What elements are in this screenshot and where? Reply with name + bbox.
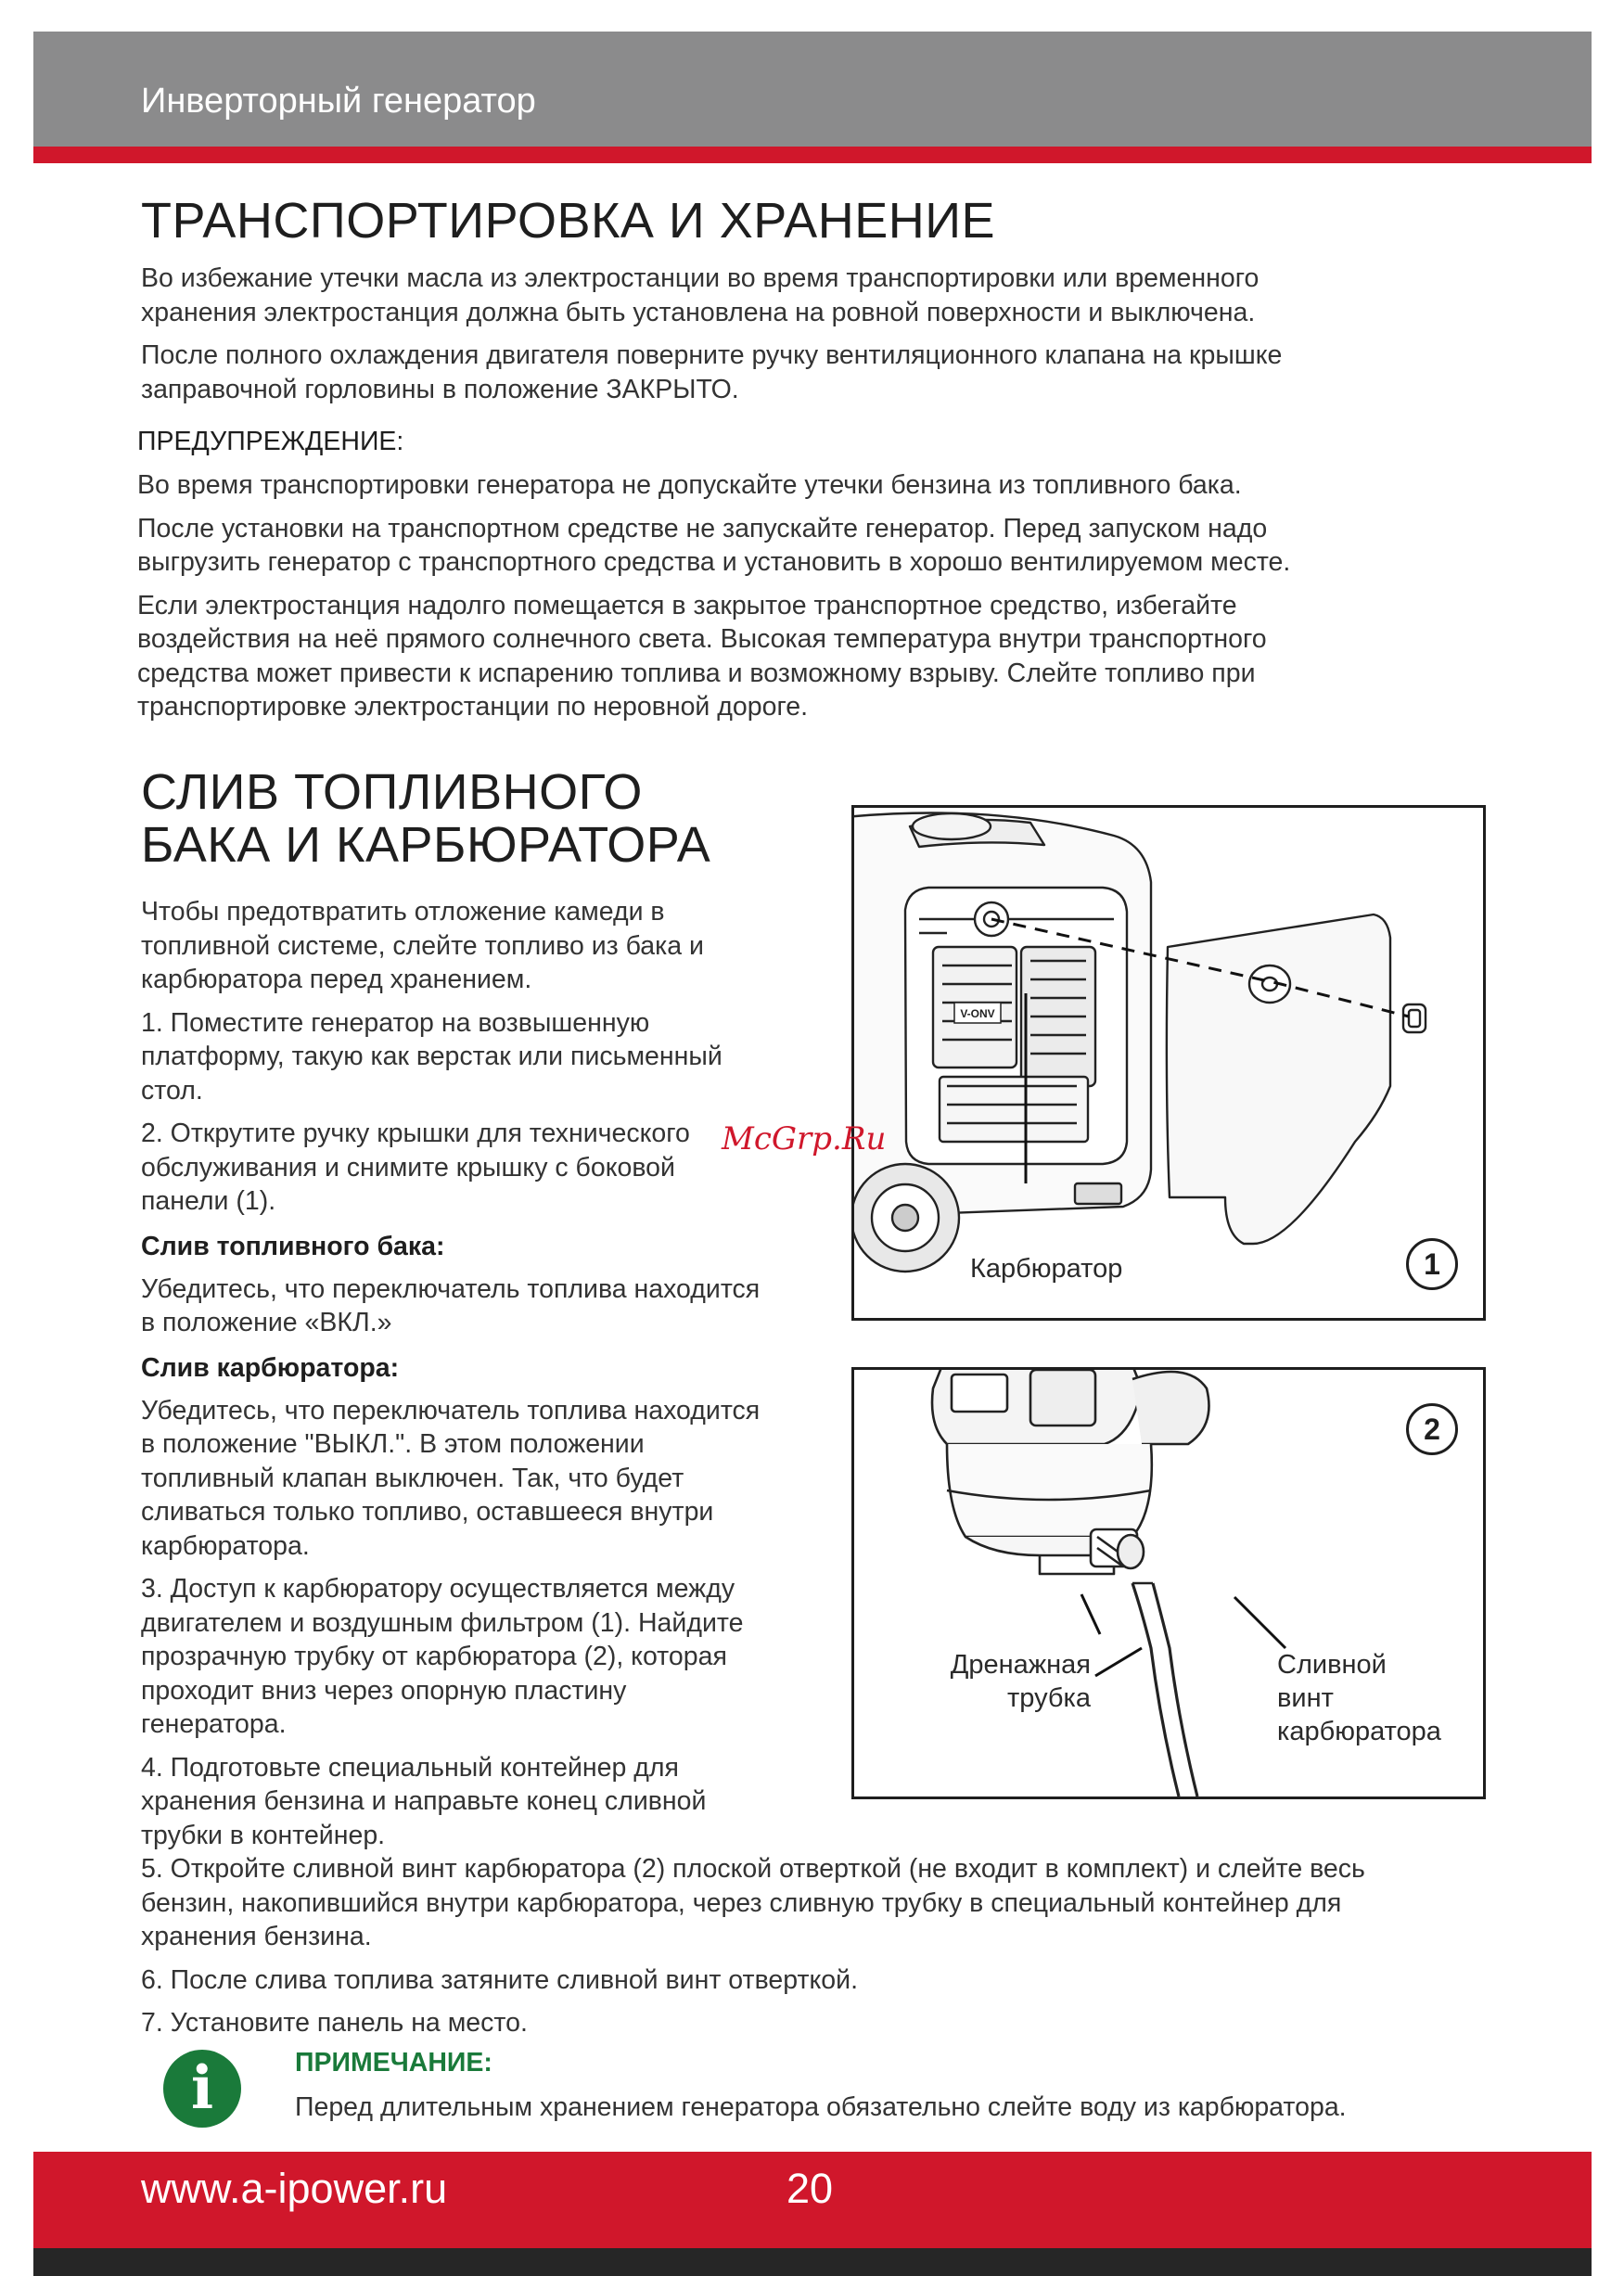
tank-drain-title: Слив топливного бака: (141, 1231, 445, 1261)
warning-line: воздействия на неё прямого солнечного света. Высокая температура внутри транспортного (137, 624, 1267, 654)
step-line: обслуживания и снимите крышку с боковой (141, 1152, 675, 1183)
section1-body (141, 262, 1486, 406)
step-line: 7. Установите панель на место. (141, 2008, 528, 2038)
section2-left-column (141, 895, 827, 1852)
step-line: 5. Откройте сливной винт карбюратора (2) плоской отверткой (не входит в комплект) и слейте весь (141, 1854, 1365, 1884)
engine-badge-text: V-ONV (960, 1007, 995, 1020)
info-icon-glyph: i (190, 2053, 214, 2123)
drain-screw-label-line: карбюратора (1277, 1717, 1441, 1746)
figure-2-number-badge: 2 (1406, 1403, 1458, 1455)
header-title: Инверторный генератор (141, 82, 536, 121)
generator-illustration (854, 808, 1483, 1318)
step-line: 4. Подготовьте специальный контейнер для (141, 1752, 679, 1783)
header-accent-stripe (33, 147, 1592, 163)
tank-line: Убедитесь, что переключатель топлива находится (141, 1273, 761, 1304)
step-line: трубки в контейнер. (141, 1820, 386, 1850)
tank-line: в положение «ВКЛ.» (141, 1308, 392, 1337)
figure-2-label-drain-tube (933, 1648, 1091, 1715)
paragraph-line: заправочной горловины в положение ЗАКРЫТО. (141, 374, 739, 404)
step-line: прозрачную трубку от карбюратора (2), которая (141, 1642, 727, 1671)
figure-2-label-drain-screw (1277, 1648, 1441, 1748)
step-line: стол. (141, 1075, 203, 1106)
drain-tube-label-line: Дренажная (950, 1650, 1091, 1680)
carb-line: Убедитесь, что переключатель топлива находится (141, 1395, 761, 1426)
section-title-line: СЛИВ ТОПЛИВНОГО (141, 764, 643, 820)
warning-title: ПРЕДУПРЕЖДЕНИЕ: (137, 427, 404, 456)
figure-1-number-badge: 1 (1406, 1238, 1458, 1290)
step-line: 2. Открутите ручку крышки для технического (141, 1119, 690, 1148)
step-line: бензин, накопившийся внутри карбюратора, через сливную трубку в специальный контейнер для (141, 1887, 1342, 1918)
watermark-text: McGrp.Ru (722, 1120, 887, 1157)
warning-line: Во время транспортировки генератора не допускайте утечки бензина из топливного бака. (137, 470, 1242, 500)
note-title: ПРИМЕЧАНИЕ: (295, 2048, 492, 2078)
step-line: хранения бензина и направьте конец сливной (141, 1786, 707, 1816)
intro-line: Чтобы предотвратить отложение камеди в (141, 897, 665, 927)
step-line: генератора. (141, 1709, 287, 1739)
carb-line: карбюратора. (141, 1530, 310, 1561)
step-line: хранения бензина. (141, 1922, 372, 1951)
warning-line: Если электростанция надолго помещается в закрытое транспортное средство, избегайте (137, 590, 1237, 620)
step-line: 3. Доступ к карбюратору осуществляется между (141, 1574, 735, 1604)
warning-block (137, 427, 1510, 724)
warning-line: транспортировке электростанции по неровной дороге. (137, 692, 808, 722)
paragraph-line: После полного охлаждения двигателя поверните ручку вентиляционного клапана на крышке (141, 340, 1283, 370)
page-number: 20 (786, 2165, 834, 2212)
warning-line: После установки на транспортном средстве не запускайте генератор. Перед запуском надо (137, 513, 1268, 543)
step-line: панели (1). (141, 1186, 276, 1216)
footer-website-link[interactable]: www.a-ipower.ru (141, 2165, 448, 2212)
figure-1-generator (851, 805, 1486, 1321)
step-line: проходит вниз через опорную пластину (141, 1675, 627, 1706)
carb-line: в положение "ВЫКЛ.". В этом положении (141, 1429, 645, 1459)
step-line: 6. После слива топлива затяните сливной винт отверткой. (141, 1964, 858, 1995)
section-title-drain (141, 766, 710, 872)
info-icon (163, 2050, 241, 2128)
drain-screw-label-line: винт (1277, 1683, 1334, 1713)
figure-2-carburetor (851, 1367, 1486, 1799)
carb-line: сливаться только топливо, оставшееся внутри (141, 1497, 714, 1527)
carb-line: топливный клапан выключен. Так, что будет (141, 1463, 684, 1493)
carb-drain-title: Слив карбюратора: (141, 1352, 400, 1383)
paragraph-line: Во избежание утечки масла из электростанции во время транспортировки или временного (141, 263, 1260, 293)
footer-dark-stripe (33, 2248, 1592, 2276)
intro-line: карбюратора перед хранением. (141, 965, 532, 994)
note-text: Перед длительным хранением генератора обязательно слейте воду из карбюратора. (295, 2092, 1347, 2122)
warning-line: средства может привести к испарению топлива и возможному взрыву. Слейте топливо при (137, 658, 1256, 688)
drain-tube-label-line: трубка (1007, 1683, 1091, 1713)
step-line: платформу, такую как верстак или письменный (141, 1042, 722, 1071)
paragraph-line: хранения электростанция должна быть установлена на ровной поверхности и выключена. (141, 297, 1256, 327)
step-line: двигателем и воздушным фильтром (1). Найдите (141, 1607, 744, 1638)
section-title-line: БАКА И КАРБЮРАТОРА (141, 817, 711, 874)
final-steps (141, 1852, 1532, 2040)
warning-line: выгрузить генератор с транспортного средства и установить в хорошо вентилируемом месте. (137, 547, 1291, 577)
figure-1-label-carburetor: Карбюратор (970, 1254, 1123, 1284)
section-title-transport: ТРАНСПОРТИРОВКА И ХРАНЕНИЕ (141, 193, 996, 249)
step-line: 1. Поместите генератор на возвышенную (141, 1007, 650, 1038)
intro-line: топливной системе, слейте топливо из бака и (141, 930, 704, 961)
drain-screw-label-line: Сливной (1277, 1650, 1387, 1680)
